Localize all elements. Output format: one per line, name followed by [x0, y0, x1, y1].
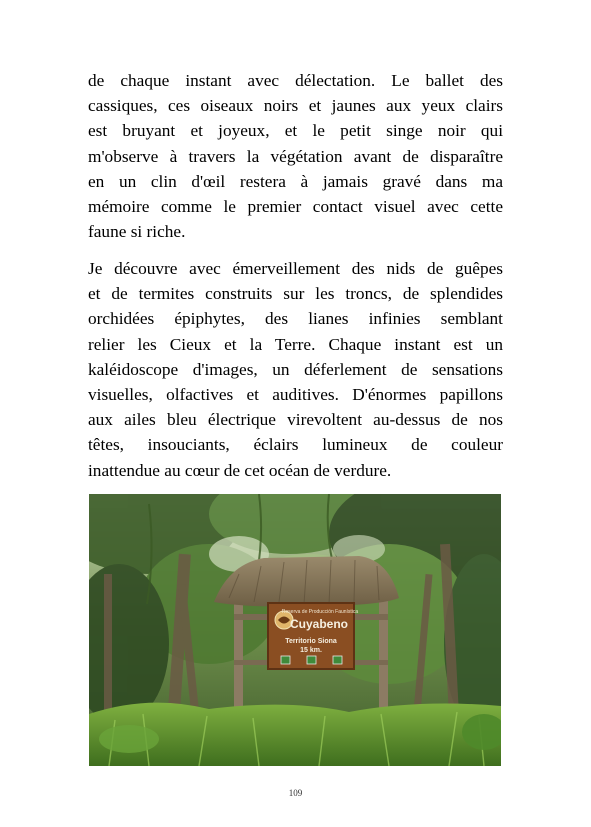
text-line: est bruyant et joyeux, et le petit singe noir qui [88, 121, 503, 141]
text-line: aux ailes bleu électrique virevoltent au-dessus de nos [88, 410, 503, 430]
text-line: inattendue au cœur de cet océan de verdure. [88, 460, 392, 480]
text-line: têtes, insouciants, éclairs lumineux de couleur [88, 435, 503, 455]
sign-name: Cuyabeno [289, 617, 349, 631]
sign-distance: 15 km. [300, 647, 322, 654]
text-line: visuelles, olfactives et auditives. D'énormes papillons [88, 385, 503, 405]
text-line: en un clin d'œil restera à jamais gravé dans ma [88, 171, 503, 191]
forest-sign-photo [89, 494, 501, 766]
text-line: de chaque instant avec délectation. Le ballet des [88, 71, 503, 90]
text-line: relier les Cieux et la Terre. Chaque instant est un [88, 334, 503, 354]
sign-small-text: Reserva de Producción Faunística [281, 609, 359, 615]
sign-territory: Territorio Siona [285, 638, 337, 645]
reserve-sign [268, 603, 358, 669]
paragraph-1 [88, 68, 503, 244]
text-line: mémoire comme le premier contact visuel avec cette [88, 197, 503, 217]
text-line: et de termites construits sur les troncs, de splendides [88, 284, 503, 304]
text-line: cassiques, ces oiseaux noirs et jaunes aux yeux clairs [88, 96, 503, 116]
text-line: orchidées épiphytes, des lianes infinies semblant [88, 309, 503, 329]
text-line: Je découvre avec émerveillement des nids de guêpes [88, 259, 503, 278]
text-line: m'observe à travers la végétation avant de disparaître [88, 146, 503, 166]
text-line: kaléidoscope d'images, un déferlement de sensations [88, 359, 503, 379]
text-line: faune si riche. [88, 222, 186, 242]
paragraph-2 [88, 256, 503, 483]
page-number: 109 [288, 788, 303, 798]
